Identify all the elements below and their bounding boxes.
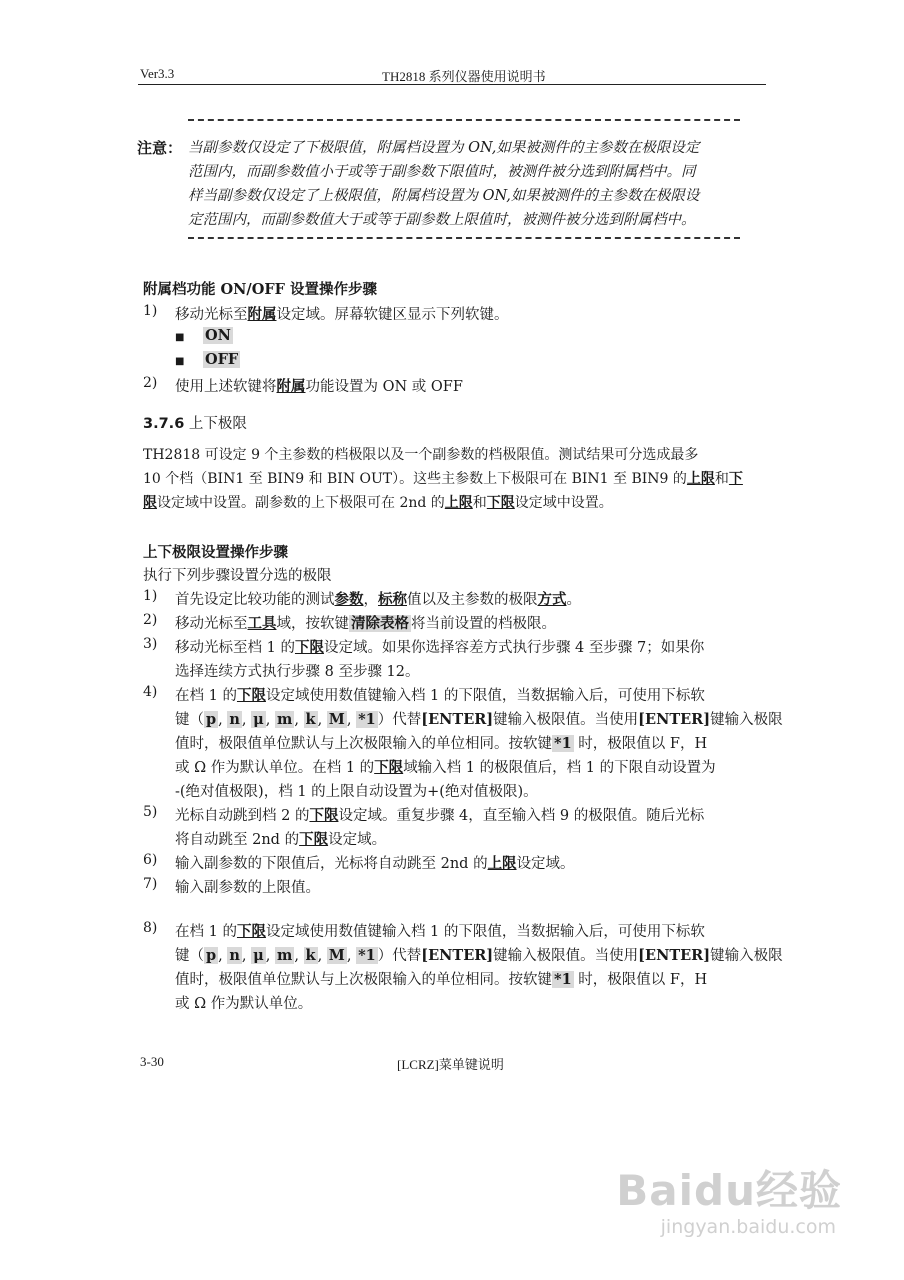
footer-chapter: [LCRZ]菜单键说明	[397, 1057, 504, 1072]
limits-step-8-l3: 值时，极限值单位默认与上次极限输入的单位相同。按软键 *1 时，极限值以 F，H	[175, 971, 708, 988]
intro-line-2: 10 个档（BIN1 至 BIN9 和 BIN OUT）。这些主参数上下极限可在 BIN1 至 BIN9 的上限和下	[143, 471, 743, 487]
aux-step1: 移动光标至附属设定域。屏幕软键区显示下列软键。	[175, 306, 509, 323]
aux-heading: 附属档功能 ON/OFF 设置操作步骤	[143, 281, 377, 298]
step-num: 7)	[143, 876, 158, 892]
aux-step2: 使用上述软键将附属功能设置为 ON 或 OFF	[175, 378, 463, 395]
softkey-on: ON	[205, 327, 231, 344]
header-version: Ver3.3	[140, 66, 175, 81]
step-num: 3)	[143, 636, 158, 652]
footer-page-number: 3-30	[140, 1054, 164, 1069]
aux-step2-num: 2)	[143, 375, 158, 391]
limits-step-6: 输入副参数的下限值后，光标将自动跳至 2nd 的上限设定域。	[175, 855, 575, 872]
limits-step-4-l5: -(绝对值极限)，档 1 的上限自动设置为+(绝对值极限)。	[175, 784, 538, 800]
header-title: TH2818 系列仪器使用说明书	[382, 69, 546, 84]
step-num: 1)	[143, 588, 158, 604]
intro-line-1: TH2818 可设定 9 个主参数的档极限以及一个副参数的档极限值。测试结果可分选成最多	[143, 447, 699, 463]
step-num: 6)	[143, 852, 158, 868]
limits-step-4-l3: 值时，极限值单位默认与上次极限输入的单位相同。按软键 *1 时，极限值以 F，H	[175, 735, 708, 752]
limits-step-4-l1: 在档 1 的下限设定域使用数值键输入档 1 的下限值，当数据输入后，可使用下标软	[175, 687, 705, 704]
limits-step-8-l1: 在档 1 的下限设定域使用数值键输入档 1 的下限值，当数据输入后，可使用下标软	[175, 923, 705, 940]
limits-step-5: 光标自动跳到档 2 的下限设定域。重复步骤 4，直至输入档 9 的极限值。随后光标	[175, 807, 705, 824]
intro-line-3: 限设定域中设置。副参数的上下极限可在 2nd 的上限和下限设定域中设置。	[143, 495, 613, 511]
limits-step-1: 首先设定比较功能的测试参数，标称值以及主参数的极限方式。	[175, 591, 581, 608]
limits-heading: 上下极限设置操作步骤	[143, 544, 288, 561]
note-line-4: 定范围内，而副参数值大于或等于副参数上限值时，被测件被分选到附属档中。	[188, 212, 696, 228]
section-title: 3.7.6 上下极限	[143, 416, 247, 432]
note-line-2: 范围内，而副参数值小于或等于副参数下限值时，被测件被分选到附属档中。同	[188, 164, 696, 180]
aux-step1-num: 1)	[143, 303, 158, 319]
note-bottom-divider	[188, 237, 740, 239]
aux-field-link: 附属	[247, 306, 277, 323]
limits-step-4-l4: 或 Ω 作为默认单位。在档 1 的下限域输入档 1 的极限值后，档 1 的下限自动设置为	[175, 759, 716, 776]
limits-step-3-cont: 选择连续方式执行步骤 8 至步骤 12。	[175, 664, 420, 680]
step-num: 4)	[143, 684, 158, 700]
step-num: 5)	[143, 804, 158, 820]
limits-step-8-l4: 或 Ω 作为默认单位。	[175, 996, 313, 1012]
bullet-icon: ■	[175, 332, 185, 343]
limits-step-7: 输入副参数的上限值。	[175, 880, 320, 896]
limits-step-5-cont: 将自动跳至 2nd 的下限设定域。	[175, 831, 387, 848]
limits-sub: 执行下列步骤设置分选的极限	[143, 568, 332, 584]
softkey-clear-table: 清除表格	[351, 615, 409, 632]
note-label: 注意：	[137, 139, 183, 157]
note-line-1: 当副参数仅设定了下极限值，附属档设置为 ON,如果被测件的主参数在极限设定	[188, 140, 700, 156]
step-num: 8)	[143, 920, 158, 936]
limits-step-4-l2: 键（ p , n , μ , m , k , M , *1 ）代替[ENTER]键输入极限值。当使用[ENTER]键输入极限	[175, 711, 783, 728]
baidu-logo: Baidu经验	[616, 1166, 842, 1215]
limits-step-8-l2: 键（ p , n , μ , m , k , M , *1 ）代替[ENTER]键输入极限值。当使用[ENTER]键输入极限	[175, 947, 783, 964]
step-num: 2)	[143, 612, 158, 628]
header-rule	[138, 84, 766, 85]
limits-step-3: 移动光标至档 1 的下限设定域。如果你选择容差方式执行步骤 4 至步骤 7；如果你	[175, 639, 705, 656]
watermark	[582, 1158, 842, 1248]
note-top-divider	[188, 119, 740, 121]
note-line-3: 样当副参数仅设定了上极限值，附属档设置为 ON,如果被测件的主参数在极限设	[188, 188, 700, 204]
limits-step-2: 移动光标至工具域，按软键 清除表格 将当前设置的档极限。	[175, 615, 556, 632]
softkey-off: OFF	[205, 351, 239, 368]
watermark-url: jingyan.baidu.com	[660, 1216, 836, 1238]
bullet-icon: ■	[175, 356, 185, 367]
